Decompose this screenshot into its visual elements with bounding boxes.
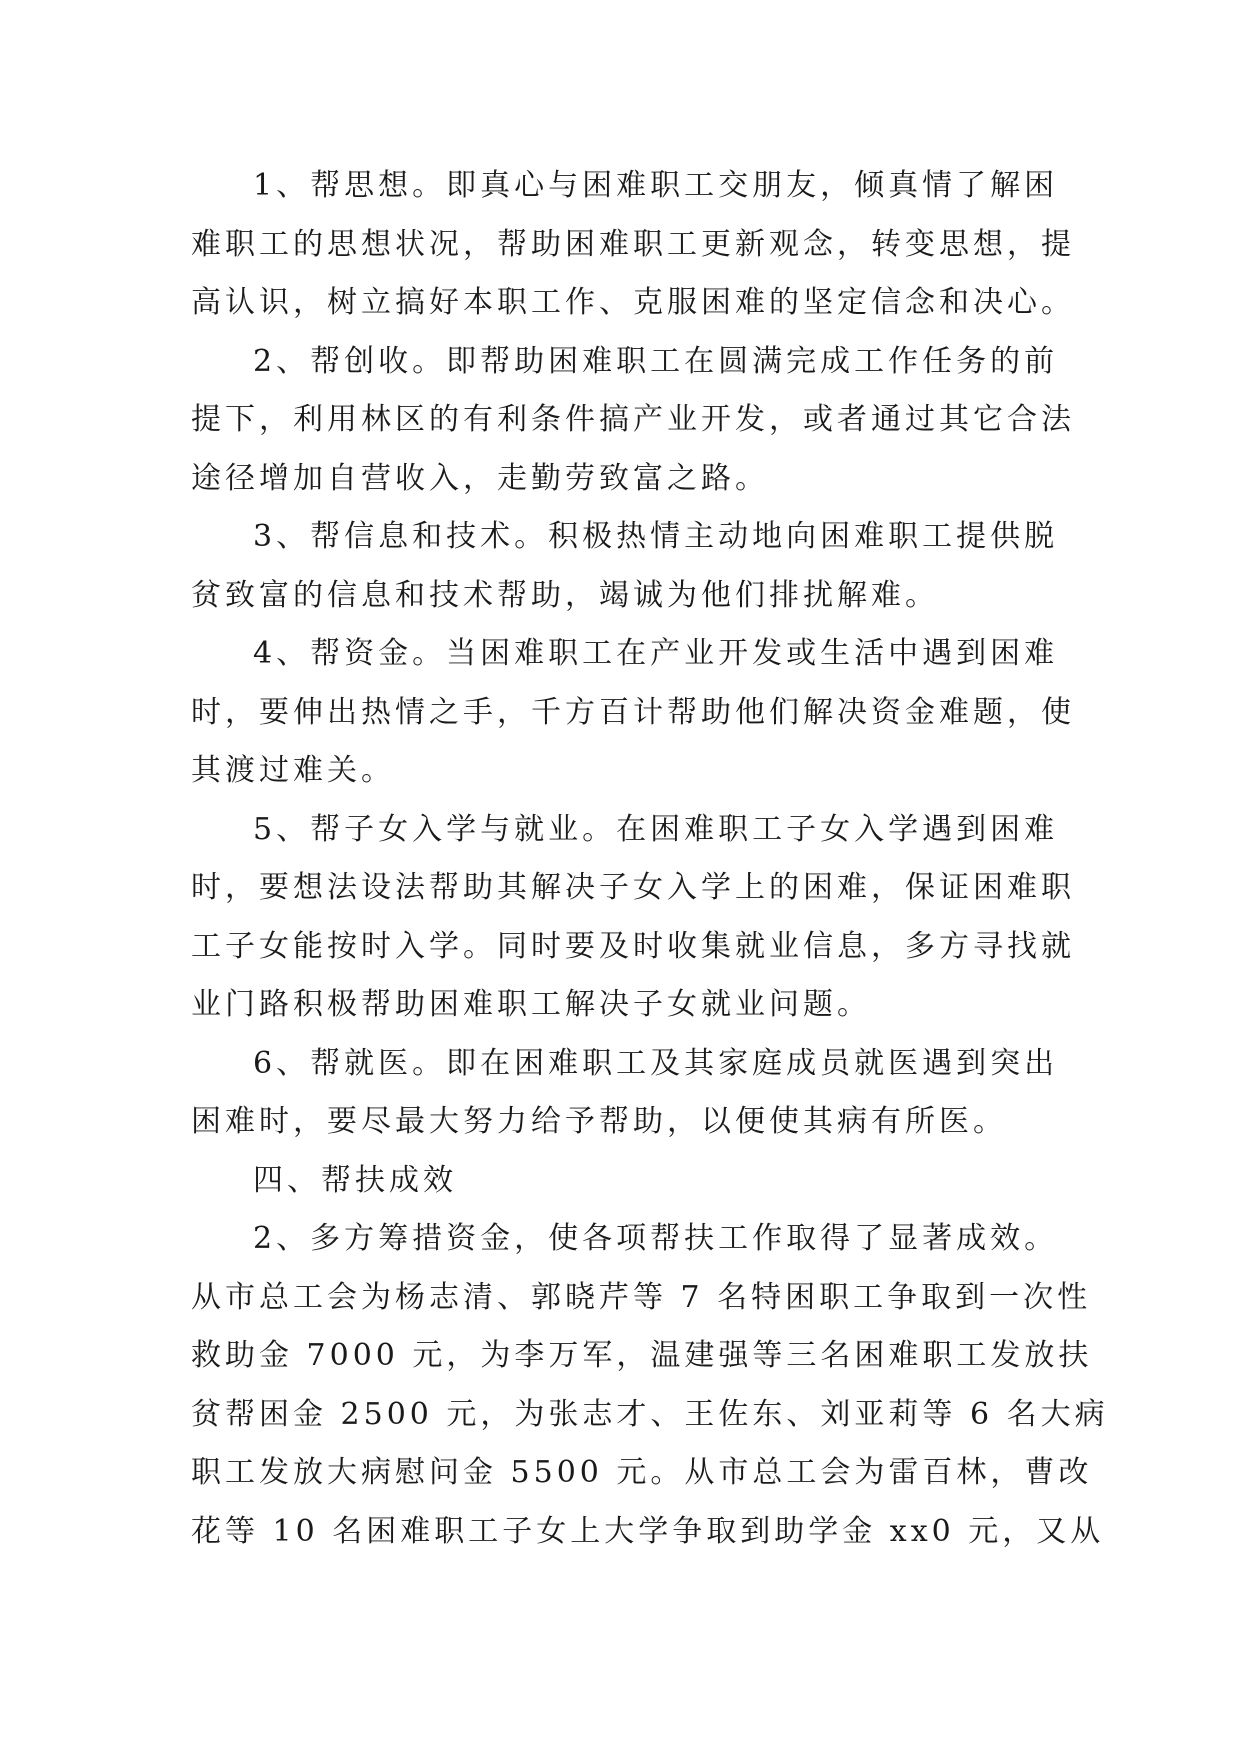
paragraph-help-thinking bbox=[191, 157, 1075, 333]
text-line: 困难时，要尽最大努力给予帮助，以便使其病有所医。 bbox=[191, 1104, 1007, 1139]
section-heading: 四、帮扶成效 bbox=[253, 1162, 457, 1198]
text-line: 时，要想法设法帮助其解决子女入学上的困难，保证困难职 bbox=[191, 870, 1075, 905]
text-line: 5、帮子女入学与就业。在困难职工子女入学遇到困难 bbox=[253, 811, 1059, 847]
text-line: 2、多方筹措资金，使各项帮扶工作取得了显著成效。 bbox=[253, 1221, 1059, 1256]
text-line: 时，要伸出热情之手，千方百计帮助他们解决资金难题，使 bbox=[191, 694, 1075, 730]
document-body bbox=[191, 157, 1109, 1561]
text-line: 1、帮思想。即真心与困难职工交朋友，倾真情了解困 bbox=[253, 168, 1059, 203]
text-line: 难职工的思想状况，帮助困难职工更新观念，转变思想，提 bbox=[191, 226, 1075, 262]
text-line: 提下，利用林区的有利条件搞产业开发，或者通过其它合法 bbox=[191, 402, 1075, 437]
text-line: 从市总工会为杨志清、郭晓芹等 7 名特困职工争取到一次性 bbox=[191, 1279, 1092, 1315]
section-heading-results bbox=[191, 1152, 1051, 1211]
text-line: 4、帮资金。当困难职工在产业开发或生活中遇到困难 bbox=[253, 636, 1059, 671]
text-line: 贫致富的信息和技术帮助，竭诚为他们排扰解难。 bbox=[191, 577, 939, 613]
paragraph-help-information bbox=[191, 508, 1059, 625]
text-line: 3、帮信息和技术。积极热情主动地向困难职工提供脱 bbox=[253, 519, 1059, 554]
text-line: 6、帮就医。即在困难职工及其家庭成员就医遇到突出 bbox=[253, 1045, 1059, 1081]
text-line: 其渡过难关。 bbox=[191, 753, 395, 788]
text-line: 贫帮困金 2500 元，为张志才、王佐东、刘亚莉等 6 名大病 bbox=[191, 1396, 1109, 1432]
text-line: 花等 10 名困难职工子女上大学争取到助学金 xx0 元，又从 bbox=[191, 1513, 1105, 1549]
text-line: 途径增加自营收入，走勤劳致富之路。 bbox=[191, 460, 769, 496]
paragraph-help-education-employment bbox=[191, 801, 1075, 1035]
paragraph-help-funds bbox=[191, 625, 1075, 801]
text-line: 救助金 7000 元，为李万军，温建强等三名困难职工发放扶 bbox=[191, 1338, 1093, 1373]
text-line: 工子女能按时入学。同时要及时收集就业信息，多方寻找就 bbox=[191, 928, 1075, 964]
text-line: 高认识，树立搞好本职工作、克服困难的坚定信念和决心。 bbox=[191, 285, 1075, 320]
paragraph-help-medical bbox=[191, 1035, 1059, 1152]
text-line: 2、帮创收。即帮助困难职工在圆满完成工作任务的前 bbox=[253, 343, 1059, 379]
paragraph-help-income bbox=[191, 333, 1075, 509]
text-line: 职工发放大病慰问金 5500 元。从市总工会为雷百林，曹改 bbox=[191, 1455, 1093, 1490]
paragraph-funding-results bbox=[191, 1210, 1109, 1561]
text-line: 业门路积极帮助困难职工解决子女就业问题。 bbox=[191, 987, 871, 1022]
